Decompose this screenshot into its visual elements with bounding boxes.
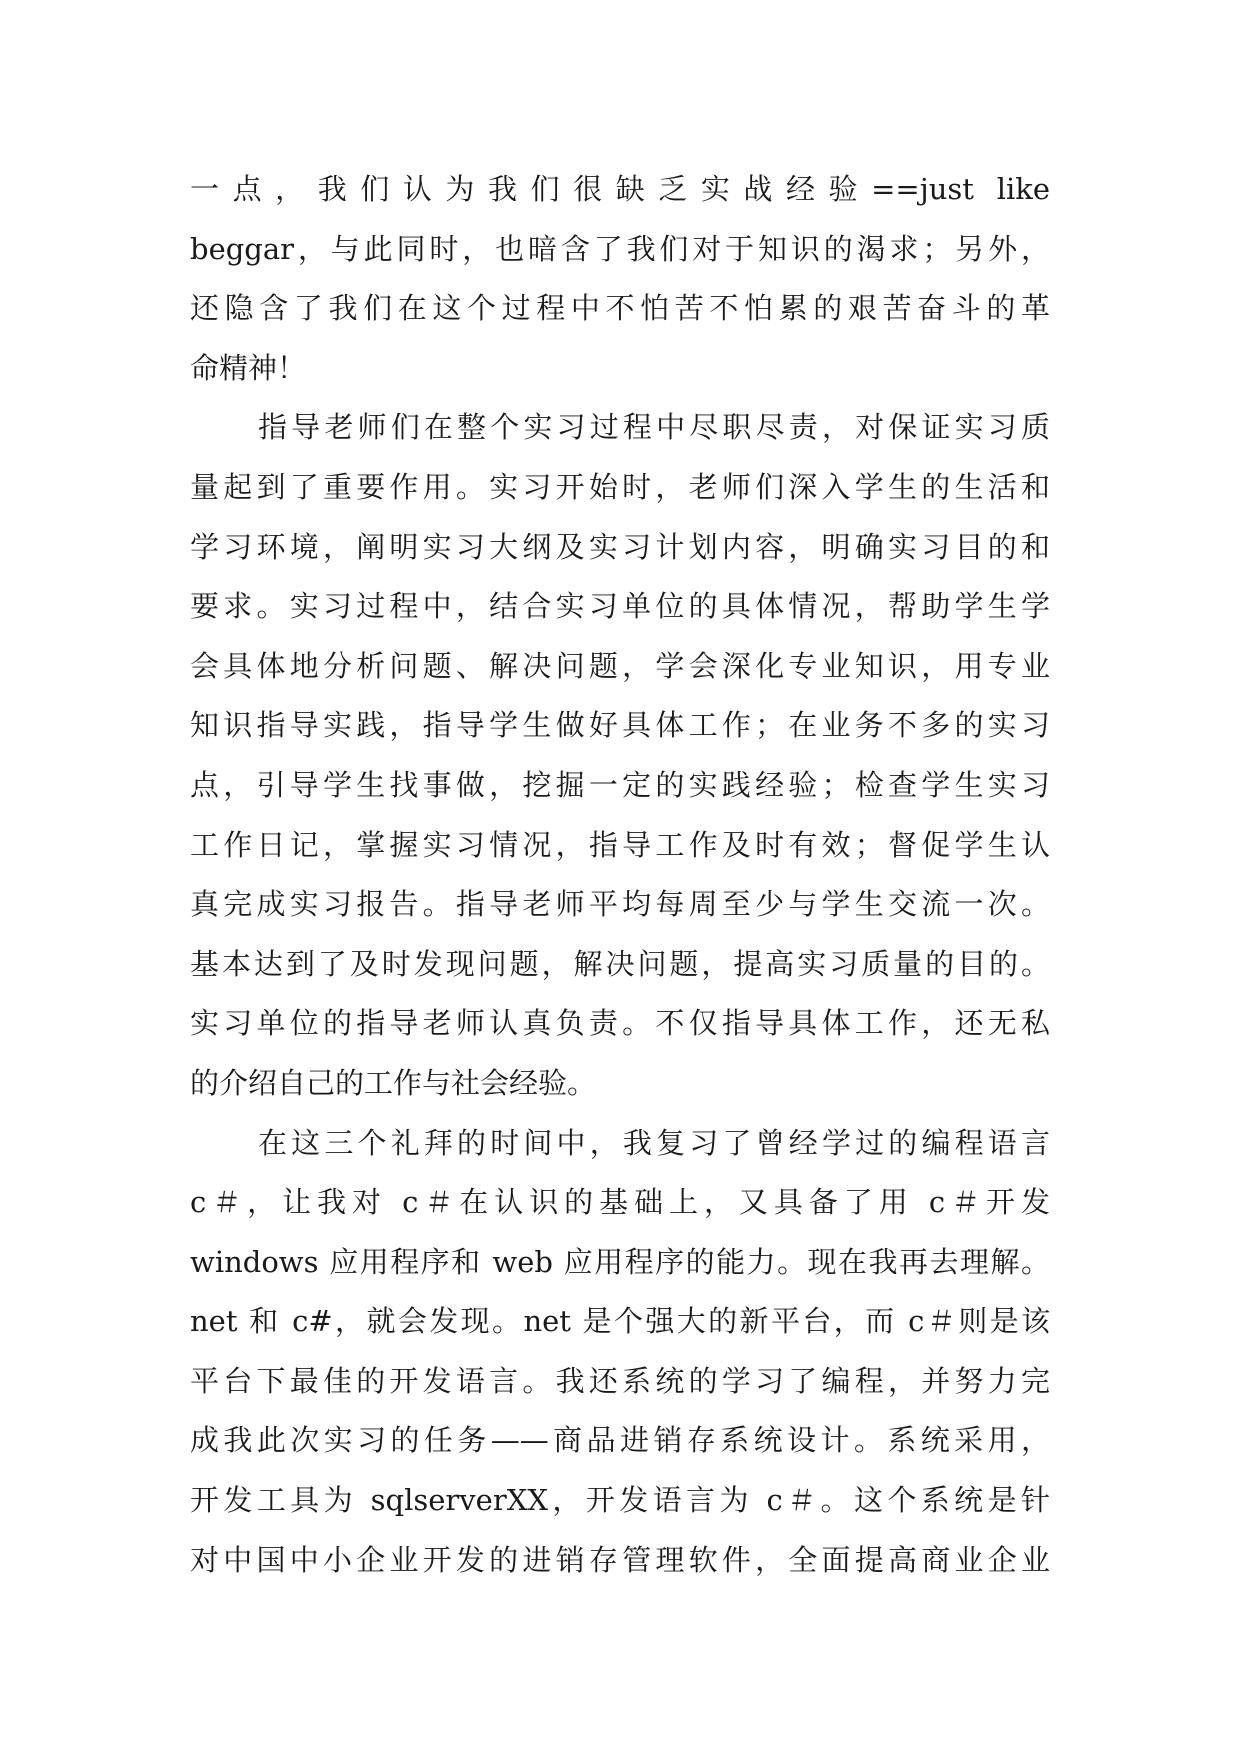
text-line: 知识指导实践，指导学生做好具体工作；在业务不多的实习 xyxy=(190,708,1050,743)
text-line: 工作日记，掌握实习情况，指导工作及时有效；督促学生认 xyxy=(190,827,1050,862)
paragraph xyxy=(190,160,1050,398)
text-line: windows 应用程序和 web 应用程序的能力。现在我再去理解。 xyxy=(190,1244,1050,1279)
text-line: beggar，与此同时，也暗含了我们对于知识的渴求；另外， xyxy=(190,231,1050,266)
text-line: 量起到了重要作用。实习开始时，老师们深入学生的生活和 xyxy=(190,469,1050,504)
paragraph xyxy=(190,398,1050,1113)
text-line: 还隐含了我们在这个过程中不怕苦不怕累的艰苦奋斗的革 xyxy=(190,291,1050,326)
text-line: 在这三个礼拜的时间中，我复习了曾经学过的编程语言 xyxy=(258,1125,1050,1160)
text-line: 成我此次实习的任务——商品进销存系统设计。系统采用， xyxy=(190,1423,1050,1458)
paragraph xyxy=(190,1114,1050,1591)
text-line: 一点，我们认为我们很缺乏实战经验==just like xyxy=(190,172,1050,206)
text-line: 会具体地分析问题、解决问题，学会深化专业知识，用专业 xyxy=(190,648,1050,683)
text-line: 要求。实习过程中，结合实习单位的具体情况，帮助学生学 xyxy=(190,589,1050,624)
text-line: 平台下最佳的开发语言。我还系统的学习了编程，并努力完 xyxy=(190,1363,1050,1398)
text-line: 真完成实习报告。指导老师平均每周至少与学生交流一次。 xyxy=(190,887,1050,922)
text-line: 基本达到了及时发现问题，解决问题，提高实习质量的目的。 xyxy=(190,946,1050,981)
text-line: 指导老师们在整个实习过程中尽职尽责，对保证实习质 xyxy=(258,410,1050,445)
text-line: 实习单位的指导老师认真负责。不仅指导具体工作，还无私 xyxy=(190,1006,1050,1041)
text-line: 命精神！ xyxy=(190,350,307,385)
text-line: 对中国中小企业开发的进销存管理软件，全面提高商业企业 xyxy=(190,1542,1050,1577)
text-line: net 和 c#，就会发现。net 是个强大的新平台，而 c＃则是该 xyxy=(190,1304,1050,1339)
body-text xyxy=(190,160,1050,1590)
text-line: 点，引导学生找事做，挖掘一定的实践经验；检查学生实习 xyxy=(190,767,1050,802)
text-line: 学习环境，阐明实习大纲及实习计划内容，明确实习目的和 xyxy=(190,529,1050,564)
text-line: 开发工具为 sqlserverXX，开发语言为 c＃。这个系统是针 xyxy=(190,1483,1050,1518)
text-line: 的介绍自己的工作与社会经验。 xyxy=(190,1065,597,1100)
text-line: c＃，让我对 c＃在认识的基础上，又具备了用 c＃开发 xyxy=(190,1185,1050,1220)
